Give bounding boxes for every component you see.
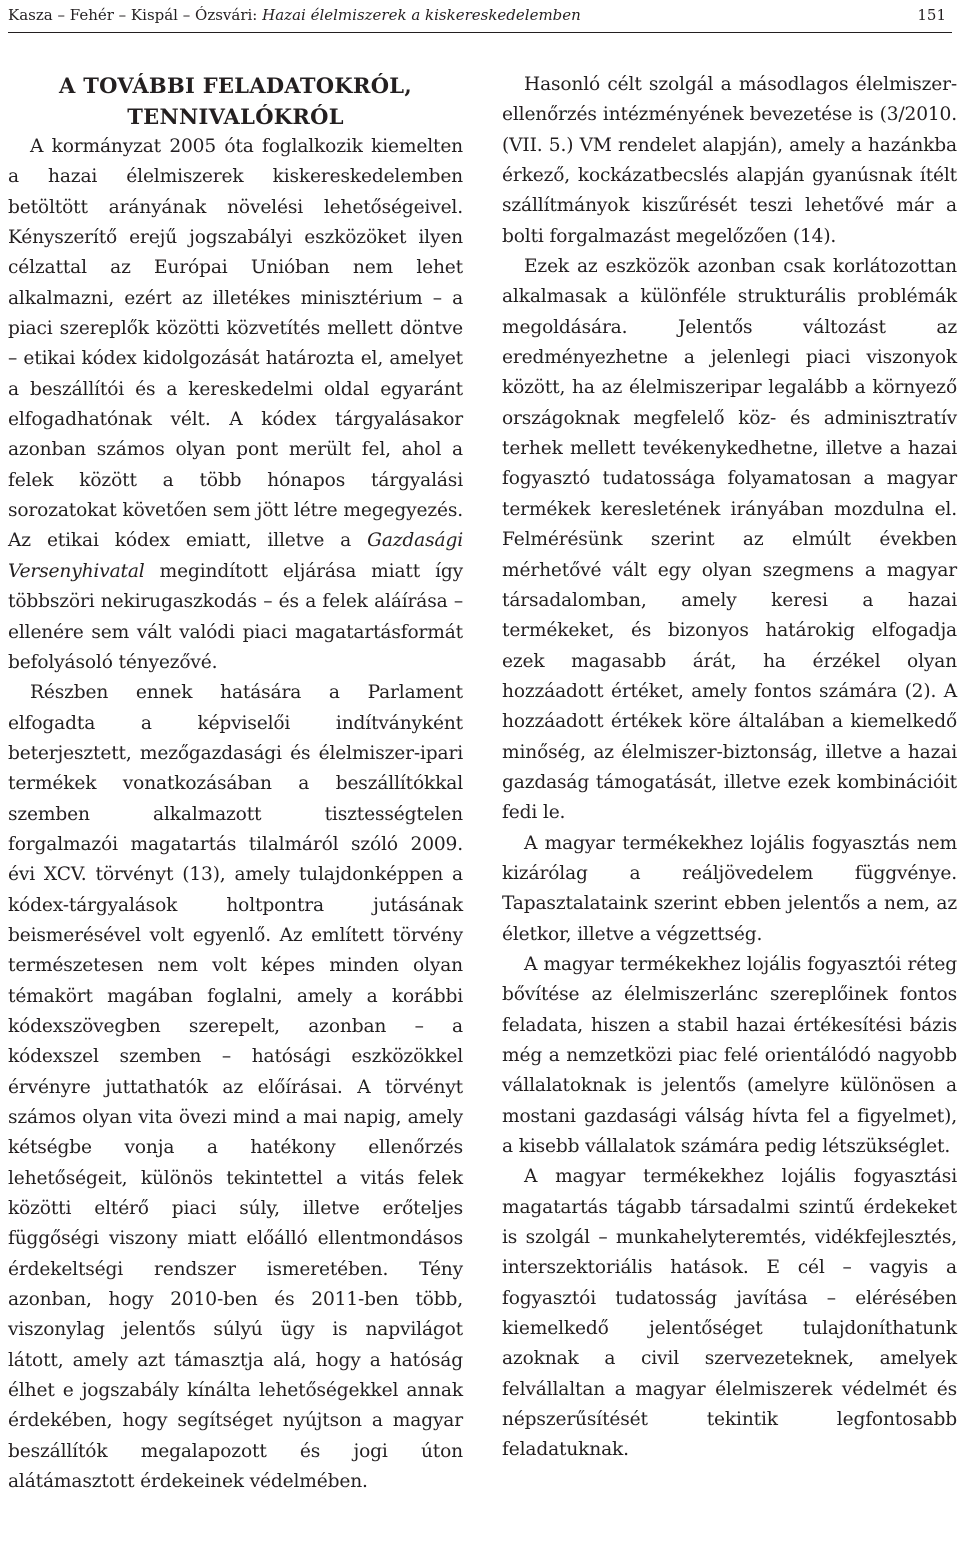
paragraph-text: megindított eljárása miatt így többszöri nekirugaszkodás – és a felek aláírása – ellenére sem vált valódi piaci magatartásformát befolyásoló tényezővé. [8, 560, 463, 673]
header-authors: Kasza – Fehér – Kispál – Ózsvári: [8, 6, 258, 24]
section-heading: A TOVÁBBI FELADATOKRÓL, TENNIVALÓKRÓL [59, 73, 412, 129]
paragraph: Részben ennek hatására a Parlament elfogadta a képviselői indítványként beterjesztett, mezőgazdasági és élelmiszer-ipari termékek vonatkozásában a beszállítókkal szemben alkalmazott tisztességtelen forgalmazói magatartás tilalmáról szóló 2009. évi XCV. törvényt (13), amely tulajdonképpen a kódex-tárgyalások holtpontra jutásának beismerésével volt egyenlő. Az említett törvény természetesen nem volt képes minden olyan témakört magában foglalni, amely a korábbi kódexszövegben szerepelt, azonban – a kódexszel szemben – hatósági eszközökkel érvényre juttathatók az előírásai. A törvényt számos olyan vita övezi mind a mai napig, amely kétségbe vonja a hatékony ellenőrzés lehetőségeit, különös tekintettel a vitás felek közötti eltérő piaci súly, illetve erőteljes függőségi viszony miatt előálló ellentmondásos érdekeltségi rendszer ismeretében. Tény azonban, hogy 2010-ben és 2011-ben több, viszonylag jelentős súlyú ügy is napvilágot látott, amely azt támasztja alá, hogy a hatóság élhet e jogszabály kínálta lehetőségekkel annak érdekében, hogy segítséget nyújtson a magyar beszállítók megalapozott és jogi úton alátámasztott érdekeinek védelmében. [8, 682, 463, 1493]
right-column [502, 70, 957, 1466]
italic-term: Gazdasági Versenyhivatal [8, 530, 463, 582]
paragraph: A magyar termékekhez lojális fogyasztás nem kizárólag a reáljövedelem függvénye. Tapasztalataink szerint ebben jelentős a nem, az életkor, illetve a végzettség. [502, 832, 957, 945]
paragraph [8, 132, 463, 678]
running-header [8, 0, 952, 28]
page-number: 151 [917, 6, 946, 24]
header-title: Hazai élelmiszerek a kiskereskedelemben [262, 6, 581, 24]
paragraph: Ezek az eszközök azonban csak korlátozottan alkalmasak a különféle strukturális problémák megoldására. Jelentős változást az eredményezhetne a jelenlegi piaci viszonyok között, ha az élelmiszeripar legalább a környező országoknak megfelelő köz- és adminisztratív terhek mellett tevékenykedhetne, illetve a hazai fogyasztó tudatossága folyamatosan a magyar termékek keresletének irányában mozdulna el. Felmérésünk szerint az elmúlt években mérhetővé vált egy olyan szegmens a magyar társadalomban, amely keresi a hazai termékeket, és bizonyos határokig elfogadja ezek magasabb árát, ha érzékel olyan hozzáadott értéket, amely fontos számára (2). A hozzáadott értékek köre általában a kiemelkedő minőség, az élelmiszer-biztonság, illetve a hazai gazdaság támogatását, illetve ezek kombinációit fedi le. [502, 256, 957, 824]
paragraph: Hasonló célt szolgál a másodlagos élelmiszer-ellenőrzés intézményének bevezetése is (3/2010. (VII. 5.) VM rendelet alapján), amely a hazánkba érkező, kockázatbecslés alapján gyanúsnak ítélt szállítmányok kiszűrését teszi lehetővé már a bolti forgalmazást megelőzően (14). [502, 74, 957, 247]
paragraph-text: A kormányzat 2005 óta foglalkozik kiemelten a hazai élelmiszerek kiskereskedelemben betöltött arányának növelési lehetőségeivel. Kényszerítő erejű jogszabályi eszközöket ilyen célzattal az Európai Unióban nem lehet alkalmazni, ezért az illetékes minisztérium – a piaci szereplők közötti közvetítés mellett döntve – etikai kódex kidolgozását határozta el, amelyet a beszállítói és a kereskedelmi oldal egyaránt elfogadhatónak vélt. A kódex tárgyalásakor azonban számos olyan pont merült fel, ahol a felek között a több hónapos tárgyalási sorozatokat követően sem jött létre megegyezés. Az etikai kódex emiatt, illetve a [8, 136, 463, 552]
header-citation [8, 2, 581, 28]
header-rule [8, 32, 952, 33]
left-column [8, 70, 463, 1497]
paragraph: A magyar termékekhez lojális fogyasztási magatartás tágabb társadalmi szintű érdekeket is szolgál – munkahelyteremtés, vidékfejlesztés, interszektoriális hatások. E cél – vagyis a fogyasztói tudatosság javítása – elérésében kiemelkedő jelentőséget tulajdoníthatunk azoknak a civil szervezeteknek, amelyek felvállaltan a magyar élelmiszerek védelmét és népszerűsítését tekintik legfontosabb feladatuknak. [502, 1166, 957, 1461]
paragraph: A magyar termékekhez lojális fogyasztói réteg bővítése az élelmiszerlánc szereplőinek fontos feladata, hiszen a stabil hazai értékesítési bázis még a nemzetközi piac felé orientálódó nagyobb vállalatoknak is jelentős (amelyre különösen a mostani gazdasági válság hívta fel a figyelmet), a kisebb vállalatok számára pedig létszükséglet. [502, 953, 957, 1158]
